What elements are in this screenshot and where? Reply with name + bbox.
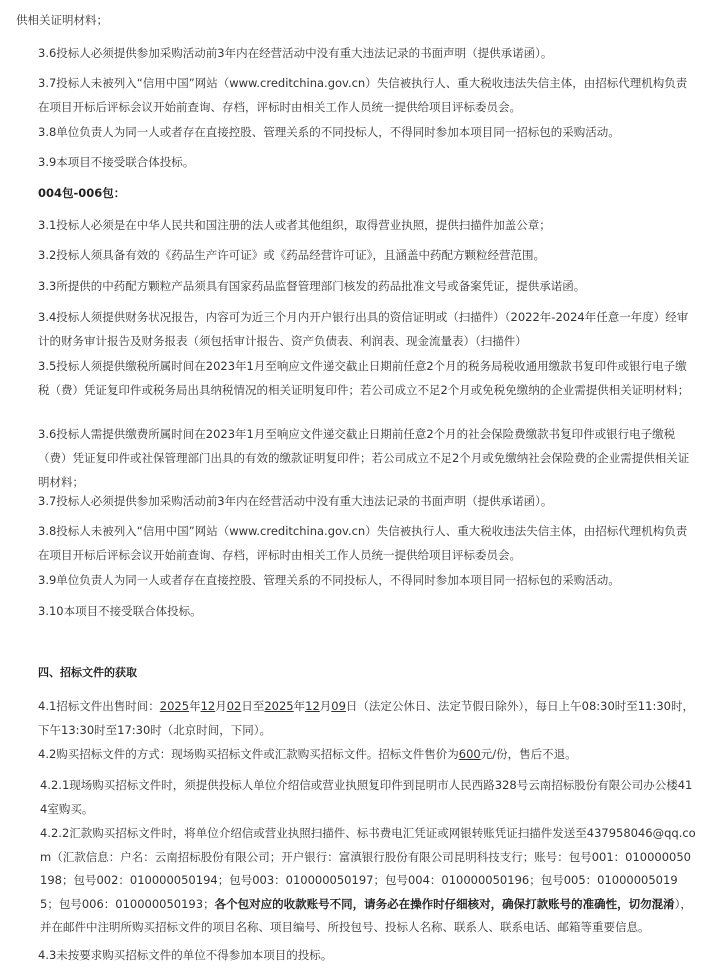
text: 日至: [241, 699, 265, 713]
start-year: 2025: [159, 699, 190, 713]
text: 4.1招标文件出售时间：: [38, 699, 160, 713]
paragraph-b-3-4: 3.4投标人须提供财务状况报告，内容可为近三个月内开户银行出具的资信证明或（扫描件）（2022年-2024年任意一年度）经审计的财务审计报告及财务报表（须包括审计报告、资产负债表、利润表、现金流量表）（扫描件）: [38, 310, 689, 348]
text: 元/份，售后不退。: [480, 747, 577, 761]
paragraph-b-3-1: 3.1投标人必须是在中华人民共和国注册的法人或者其他组织，取得营业执照，提供扫描件加盖公章；: [38, 218, 551, 232]
paragraph-b-3-2: 3.2投标人须具备有效的《药品生产许可证》或《药品经营许可证》，且涵盖中药配方颗粒经营范围。: [38, 248, 546, 262]
paragraph-b-3-7: 3.7投标人必须提供参加采购活动前3年内在经营活动中没有重大违法记录的书面声明（提供承诺函）。: [38, 494, 553, 508]
paragraph-4-2: [16, 742, 696, 766]
paragraph-b-3-9: 3.9单位负责人为同一人或者存在直接控股、管理关系的不同投标人，不得同时参加本项目同一招标包的采购活动。: [38, 573, 620, 587]
text: 月: [215, 699, 227, 713]
paragraph-b-3-10: 3.10本项目不接受联合体投标。: [38, 604, 202, 618]
text: 年: [293, 699, 306, 713]
paragraph-3-8: 3.8单位负责人为同一人或者存在直接控股、管理关系的不同投标人，不得同时参加本项目同一招标包的采购活动。: [38, 125, 620, 139]
text: 4.2.2汇款购买招标文件时，将单位介绍信或营业执照扫描件、标书费电汇凭证或网银转账凭证扫描件发送至437958046@qq.com（汇款信息：户名：云南招标股份有限公司；开户银行：富滇银行股份有限公司昆明科技支行；账号：包号001：010000050198；包号002：010000050194；包号003：010000050197；包号004：010000050196；包号005：010000050195；包号006：010000050193；: [40, 826, 696, 911]
text: 日（法定公休日、法定节假日除外），每日上午08:30时至11:30时，下午13:30时至17:30时（北京时间，下同）。: [38, 699, 694, 737]
paragraph-4-2-1: 4.2.1现场购买招标文件时，须提供投标人单位介绍信或营业执照复印件到昆明市人民西路328号云南招标股份有限公司办公楼414室购买。: [40, 778, 693, 816]
paragraph-b-3-8: 3.8投标人未被列入“信用中国”网站（www.creditchina.gov.cn）失信被执行人、重大税收违法失信主体，由招标代理机构负责在项目开标后评标会议开始前查询、存档，评标时由相关工作人员统一提供给项目评标委员会。: [38, 524, 688, 562]
price-value: 600: [458, 747, 481, 761]
text: 年: [189, 699, 201, 713]
section-heading-004-006: 004包-006包：: [38, 186, 126, 200]
end-day: 09: [331, 699, 346, 713]
end-year: 2025: [264, 699, 294, 713]
paragraph-b-3-5: 3.5投标人须提供缴税所属时间在2023年1月至响应文件递交截止日期前任意2个月的税务局税收通用缴款书复印件或银行电子缴税（费）凭证复印件或税务局出具纳税情况的相关证明复印件；若公司成立不足2个月或免税免缴纳的企业需提供相关证明材料；: [38, 359, 690, 397]
text: 4.2购买招标文件的方式：现场购买招标文件或汇款购买招标文件。招标文件售价为: [38, 747, 459, 761]
paragraph-4-2-2: [16, 822, 696, 940]
paragraph-3-6: 3.6投标人必须提供参加采购活动前3年内在经营活动中没有重大违法记录的书面声明（提供承诺函）。: [38, 46, 553, 60]
paragraph-materials-tail: 供相关证明材料；: [16, 13, 108, 27]
warning-bold: 各个包对应的收款账号不同，请务必在操作时仔细核对，确保打款账号的准确性，切勿混淆: [214, 896, 675, 911]
text: ），并在邮件中注明所购买招标文件的项目名称、项目编号、所投包号、投标人名称、联系人、联系电话、邮箱等重要信息。: [40, 896, 692, 934]
section-heading-4: 四、招标文件的获取: [38, 666, 137, 679]
start-month: 12: [200, 699, 216, 713]
paragraph-4-3: 4.3未按要求购买招标文件的单位不得参加本项目的投标。: [38, 948, 333, 962]
text: 月: [319, 699, 332, 713]
paragraph-3-7: 3.7投标人未被列入“信用中国”网站（www.creditchina.gov.cn）失信被执行人、重大税收违法失信主体，由招标代理机构负责在项目开标后评标会议开始前查询、存档，评标时由相关工作人员统一提供给项目评标委员会。: [38, 76, 688, 114]
paragraph-4-1: [16, 694, 696, 742]
start-day: 02: [226, 699, 242, 713]
paragraph-b-3-3: 3.3所提供的中药配方颗粒产品须具有国家药品监督管理部门核发的药品批准文号或备案凭证，提供承诺函。: [38, 279, 586, 293]
end-month: 12: [305, 699, 320, 713]
paragraph-b-3-6: 3.6投标人需提供缴费所属时间在2023年1月至响应文件递交截止日期前任意2个月的社会保险费缴款书复印件或银行电子缴税（费）凭证复印件或社保管理部门出具的有效的缴款证明复印件；若公司成立不足2个月或免缴纳社会保险费的企业需提供相关证明材料；: [38, 427, 690, 489]
paragraph-3-9: 3.9本项目不接受联合体投标。: [38, 155, 195, 169]
